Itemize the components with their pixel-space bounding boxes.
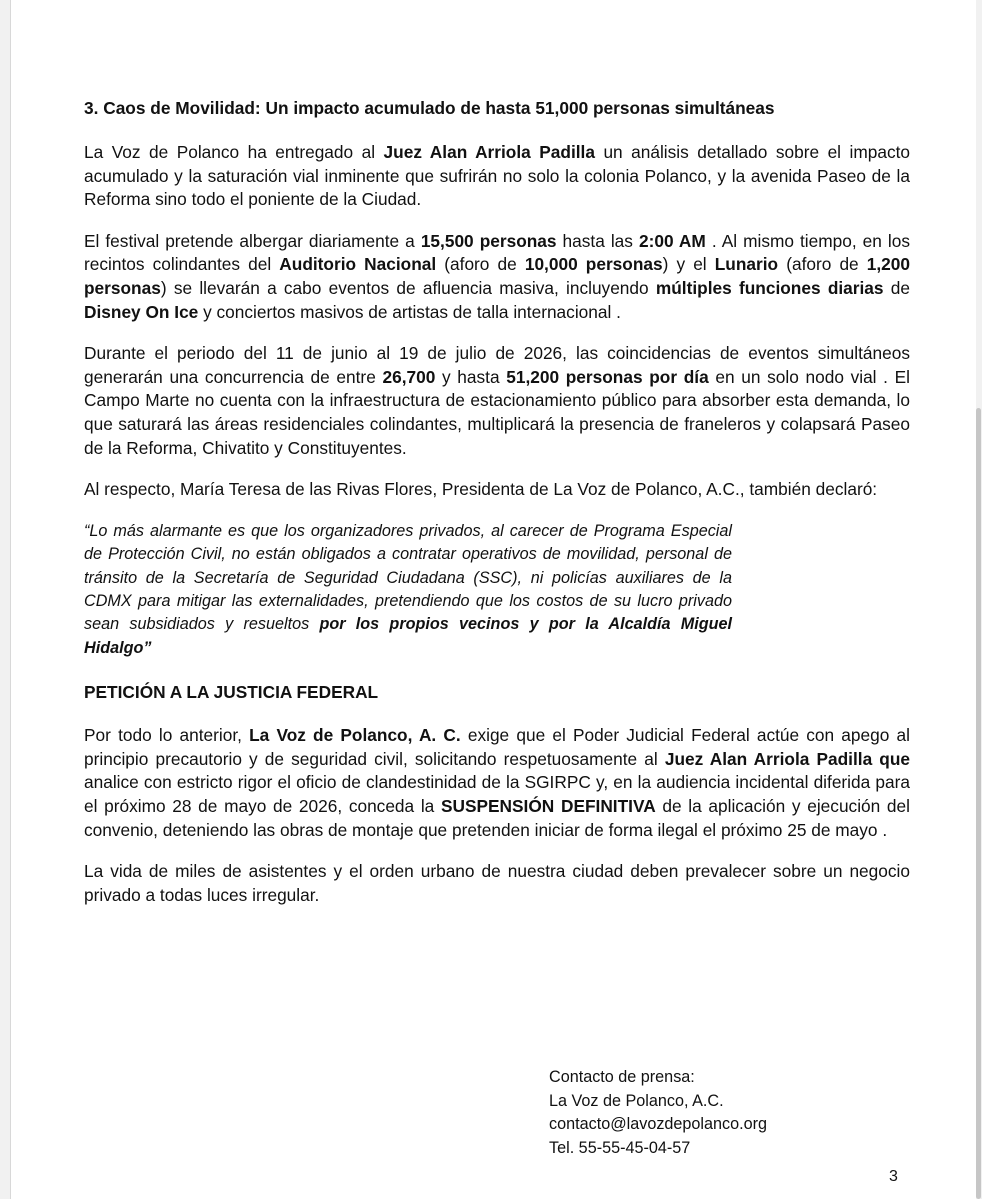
bold-text: Juez Alan Arriola Padilla que xyxy=(664,748,911,769)
paragraph-statement: Al respecto, María Teresa de las Rivas Flores, Presidenta de La Voz de Polanco, A.C., también declaró: xyxy=(84,479,878,500)
section-heading: 3. Caos de Movilidad: Un impacto acumulado de hasta 51,000 personas simultáneas xyxy=(84,98,775,118)
text: de la aplicación y ejecución del convenio, deteniendo las obras de montaje que pretenden iniciar de forma ilegal el próximo 25 de mayo . xyxy=(84,795,910,840)
bold-text: 26,700 xyxy=(382,366,436,387)
text: La Voz de Polanco ha entregado al xyxy=(84,142,384,162)
bold-text: 1,200 personas xyxy=(84,254,911,298)
paragraph-festival xyxy=(84,230,910,324)
petition-heading: PETICIÓN A LA JUSTICIA FEDERAL xyxy=(84,682,379,703)
document-page xyxy=(10,0,977,1199)
text: . Al mismo tiempo, en los recintos colindantes del xyxy=(84,230,911,275)
text: y hasta xyxy=(435,366,507,387)
text: hasta las xyxy=(556,230,639,251)
bold-text: 10,000 personas xyxy=(524,254,663,275)
text: Por todo lo anterior, xyxy=(84,725,250,746)
bold-text: Juez Alan Arriola Padilla xyxy=(383,142,595,162)
text: Durante el periodo del 11 de junio al 19 de julio de 2026, las coincidencias de eventos simultáneos generarán una concurrencia de entre xyxy=(84,343,910,387)
block-quote xyxy=(84,520,732,660)
contact-phone: Tel. 55-55-45-04-57 xyxy=(549,1138,691,1157)
paragraph-closing: La vida de miles de asistentes y el orden urbano de nuestra ciudad deben prevalecer sobre un negocio privado a todas luces irregular. xyxy=(84,861,910,905)
text: exige que el Poder Judicial Federal actúe con apego al principio precautorio y de seguridad civil, solicitando respetuosamente al xyxy=(84,725,910,769)
text: El festival pretende albergar diariamente a xyxy=(84,230,421,251)
text: ) y el xyxy=(662,254,715,275)
paragraph-analysis xyxy=(84,141,910,212)
bold-text: múltiples funciones diarias xyxy=(655,277,884,298)
bold-text: La Voz de Polanco, A. C. xyxy=(249,725,461,746)
scrollbar-thumb[interactable] xyxy=(976,408,981,1199)
text: de xyxy=(883,277,910,298)
contact-title: Contacto de prensa: xyxy=(549,1068,695,1086)
quote-bold-text: por los propios vecinos y por la Alcaldía Miguel Hidalgo” xyxy=(84,615,732,657)
text: en un solo nodo vial . El Campo Marte no cuenta con la infraestructura de estacionamiento público para absorber esta demanda, lo que saturará las áreas residenciales colindantes, multiplicará la presencia de franeleros y colapsará Paseo de la Reforma, Chivatito y Constituyentes. xyxy=(84,366,910,458)
text: un análisis detallado sobre el impacto acumulado y la saturación vial inminente que sufrirán no solo la colonia Polanco, y la avenida Paseo de la Reforma sino todo el poniente de la Ciudad. xyxy=(84,142,910,210)
bold-text: SUSPENSIÓN DEFINITIVA xyxy=(440,795,656,816)
contact-organization: La Voz de Polanco, A.C. xyxy=(549,1091,724,1110)
paragraph-period xyxy=(84,342,910,460)
quote-text: “Lo más alarmante es que los organizadores privados, al carecer de Programa Especial de Protección Civil, no están obligados a contratar operativos de movilidad, personal de tránsito de la Secretaría de Seguridad Ciudadana (SSC), ni policías auxiliares de la CDMX para mitigar las externalidades, pretendiendo que los costos de su lucro privado sean subsidiados y resueltos xyxy=(84,521,732,634)
press-contact xyxy=(549,1066,767,1160)
text: y conciertos masivos de artistas de talla internacional . xyxy=(198,301,621,322)
text: analice con estricto rigor el oficio de clandestinidad de la SGIRPC y, en la audiencia incidental diferida para el próximo 28 de mayo de 2026, conceda la xyxy=(84,772,910,816)
bold-text: 51,200 personas por día xyxy=(506,366,709,387)
scrollbar[interactable] xyxy=(976,0,982,1199)
page-number: 3 xyxy=(889,1168,898,1185)
bold-text: Lunario xyxy=(714,254,779,275)
bold-text: 2:00 AM xyxy=(638,230,706,251)
text: ) se llevarán a cabo eventos de afluencia masiva, incluyendo xyxy=(160,277,656,298)
bold-text: 15,500 personas xyxy=(420,230,557,251)
bold-text: Disney On Ice xyxy=(84,301,199,322)
contact-email: contacto@lavozdepolanco.org xyxy=(549,1115,768,1134)
text: (aforo de xyxy=(436,254,525,275)
bold-text: Auditorio Nacional xyxy=(279,254,437,275)
text: (aforo de xyxy=(778,254,867,275)
paragraph-petition xyxy=(84,724,910,842)
document-body xyxy=(84,96,910,907)
